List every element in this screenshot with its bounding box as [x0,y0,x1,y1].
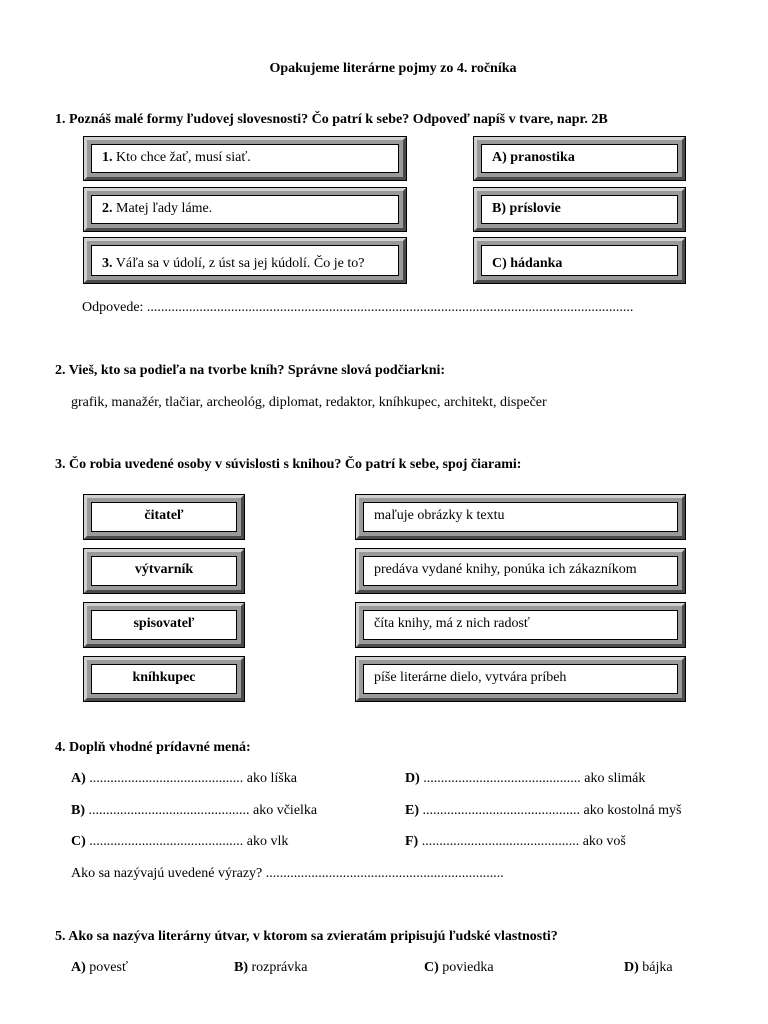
q1-left-box-3 [84,238,406,283]
question-1-heading: 1. Poznáš malé formy ľudovej slovesnosti? Čo patrí k sebe? Odpoveď napíš v tvare, napr. 2B [55,112,608,127]
q4-item-tail: ako vlk [243,834,289,849]
q4-blank[interactable]: .............................................. [85,803,250,818]
q3-activity-box-4[interactable] [356,657,685,701]
q5-option-c[interactable] [424,960,494,976]
question-3-heading: 3. Čo robia uvedené osoby v súvislosti s knihou? Čo patrí k sebe, spoj čiarami: [55,457,522,472]
q3-activity-label: píše literárne dielo, vytvára príbeh [363,664,678,694]
question-5-heading: 5. Ako sa nazýva literárny útvar, v ktorom sa zvieratám pripisujú ľudské vlastnosti? [55,929,558,944]
q1-right-box-b [474,188,685,231]
q4-item-b[interactable] [71,803,317,819]
q1-left-text: Váľa sa v údolí, z úst sa jej kúdolí. Čo je to? [112,256,365,271]
q4-naming-question[interactable]: Ako sa nazývajú uvedené výrazy? .................................................................... [71,866,504,881]
q1-right-label: A) pranostika [481,144,678,173]
q4-item-tail: ako voš [579,834,626,849]
q4-item-e[interactable] [405,803,682,819]
q1-left-num: 3. [102,256,113,271]
q1-left-text: Kto chce žať, musí siať. [112,150,251,165]
q5-option-text: poviedka [438,960,494,975]
q5-option-letter: A) [71,960,86,975]
q4-item-letter: F) [405,834,419,849]
q3-person-label: kníhkupec [91,664,237,694]
q4-item-letter: D) [405,771,420,786]
q1-right-box-c [474,238,685,283]
q3-person-label: výtvarník [91,556,237,586]
q3-activity-label: maľuje obrázky k textu [363,502,678,532]
q5-option-text: rozprávka [248,960,308,975]
q4-blank[interactable]: ............................................. [419,803,580,818]
question-2-heading: 2. Vieš, kto sa podieľa na tvorbe kníh? Správne slová podčiarkni: [55,363,446,378]
q5-option-a[interactable] [71,960,128,976]
q3-person-box-2[interactable] [84,549,244,593]
q4-item-tail: ako včielka [249,803,318,818]
page-title: Opakujeme literárne pojmy zo 4. ročníka [269,61,517,76]
q1-right-label: B) príslovie [481,195,678,224]
q3-activity-box-2[interactable] [356,549,685,593]
q3-person-box-3[interactable] [84,603,244,647]
q4-item-f[interactable] [405,834,626,850]
q5-option-letter: B) [234,960,248,975]
q3-person-box-1[interactable] [84,495,244,539]
q4-item-letter: B) [71,803,85,818]
q4-item-letter: C) [71,834,86,849]
q3-activity-label: predáva vydané knihy, ponúka ich zákazníkom [363,556,678,586]
q4-item-tail: ako kostolná myš [580,803,682,818]
q4-item-tail: ako slimák [580,771,646,786]
question-4-heading: 4. Doplň vhodné prídavné mená: [55,740,251,755]
q5-option-text: bájka [638,960,673,975]
q1-right-box-a [474,137,685,180]
q5-option-d[interactable] [624,960,673,976]
q5-option-text: povesť [85,960,128,975]
q4-item-letter: E) [405,803,419,818]
q4-item-d[interactable] [405,771,645,787]
q1-left-num: 2. [102,201,113,216]
q4-item-letter: A) [71,771,86,786]
q5-option-b[interactable] [234,960,307,976]
q5-option-letter: C) [424,960,439,975]
q4-blank[interactable]: ............................................ [85,834,244,849]
q2-word-list[interactable]: grafik, manažér, tlačiar, archeológ, diplomat, redaktor, kníhkupec, architekt, dispečer [71,395,547,410]
q4-blank[interactable]: ............................................ [85,771,244,786]
q3-person-label: čitateľ [91,502,237,532]
q4-item-c[interactable] [71,834,288,850]
q5-option-letter: D) [624,960,639,975]
q1-answers-line[interactable]: Odpovede: ........................................................................................................................................... [82,300,634,315]
q1-left-text: Matej ľady láme. [112,201,213,216]
q1-left-box-1 [84,137,406,180]
q3-activity-box-3[interactable] [356,603,685,647]
q1-left-box-2 [84,188,406,231]
q1-left-num: 1. [102,150,113,165]
q4-item-tail: ako líška [243,771,297,786]
q4-blank[interactable]: ............................................. [418,834,580,849]
q3-activity-label: číta knihy, má z nich radosť [363,610,678,640]
q1-right-label: C) hádanka [481,245,678,276]
q3-activity-box-1[interactable] [356,495,685,539]
q3-person-label: spisovateľ [91,610,237,640]
q3-person-box-4[interactable] [84,657,244,701]
q4-blank[interactable]: ............................................. [419,771,581,786]
q4-item-a[interactable] [71,771,297,787]
